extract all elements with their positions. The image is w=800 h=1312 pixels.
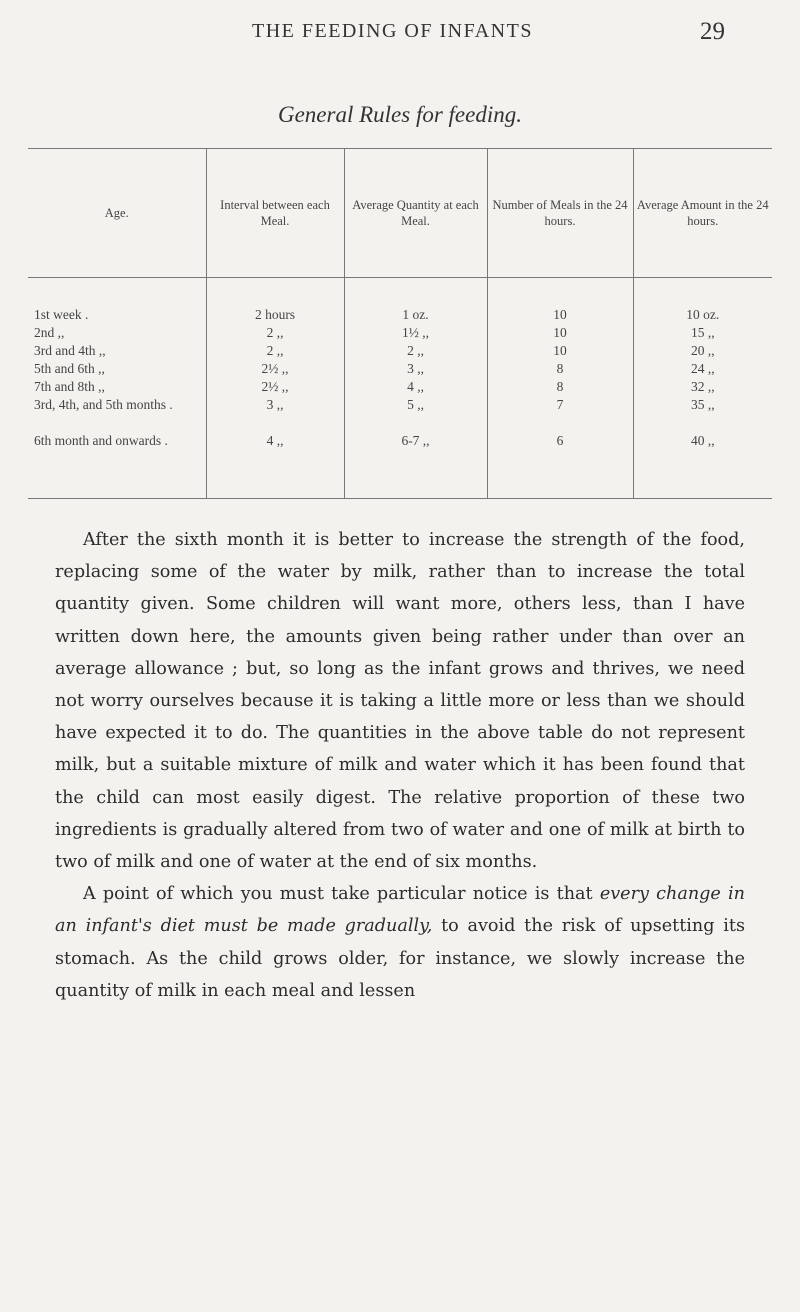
cell-meals: 6 (487, 432, 633, 499)
cell-amount: 24 ,, (633, 360, 772, 378)
cell-interval: 4 ,, (206, 432, 344, 499)
cell-quantity: 2 ,, (344, 342, 487, 360)
cell-age: 3rd and 4th ,, (34, 343, 106, 358)
cell-interval: 2½ ,, (206, 378, 344, 396)
page-header (0, 20, 800, 60)
table-header-row (28, 149, 772, 278)
cell-amount: 40 ,, (633, 432, 772, 499)
cell-amount: 32 ,, (633, 378, 772, 396)
paragraph-2 (55, 878, 745, 1007)
paragraph-1: After the sixth month it is better to increase the strength of the food, replacing some of the water by milk, rather than to increase the total quantity given. Some children will want more, others less, than I have written down here, the amounts given being rather under than over an average allowance ; but, so long as the infant grows and thrives, we need not worry ourselves because it is taking a little more or less than we should have expected it to do. The quantities in the above table do not represent milk, but a suitable mixture of milk and water which it has been found that the child can most easily digest. The relative proportion of these two ingredients is gradually altered from two of water and one of milk at birth to two of milk and one of water at the end of six months. (55, 530, 745, 873)
cell-meals: 10 (487, 278, 633, 325)
cell-quantity: 1½ ,, (344, 324, 487, 342)
cell-age: 1st week . (34, 307, 89, 322)
table-row (28, 324, 772, 342)
cell-interval: 2½ ,, (206, 360, 344, 378)
table-row (28, 396, 772, 432)
cell-meals: 8 (487, 378, 633, 396)
cell-quantity: 3 ,, (344, 360, 487, 378)
cell-interval: 2 hours (206, 278, 344, 325)
header-amount: Average Amount in the 24 hours. (633, 149, 772, 278)
table-row (28, 432, 772, 499)
cell-meals: 10 (487, 324, 633, 342)
table-row (28, 360, 772, 378)
cell-interval: 2 ,, (206, 324, 344, 342)
header-quantity: Average Quantity at each Meal. (344, 149, 487, 278)
table-row (28, 278, 772, 325)
cell-quantity: 5 ,, (344, 396, 487, 432)
cell-age: 3rd, 4th, and 5th months . (34, 397, 173, 412)
header-age: Age. (28, 149, 206, 278)
cell-amount: 20 ,, (633, 342, 772, 360)
cell-amount: 35 ,, (633, 396, 772, 432)
table-row (28, 378, 772, 396)
cell-quantity: 6-7 ,, (344, 432, 487, 499)
running-head: THE FEEDING OF INFANTS (252, 20, 533, 42)
paragraph-2-emphasis: every change in an infant's diet must be made gradually, (55, 884, 745, 937)
cell-age: 7th and 8th ,, (34, 379, 105, 394)
cell-interval: 3 ,, (206, 396, 344, 432)
cell-amount: 10 oz. (633, 278, 772, 325)
paragraph-2-end: to avoid the risk of upsetting its stomach. As the child grows older, for instance, we slowly increase the quantity of milk in each meal and lessen (55, 916, 745, 1001)
cell-quantity: 4 ,, (344, 378, 487, 396)
table-caption: General Rules for feeding. (277, 102, 522, 127)
cell-meals: 7 (487, 396, 633, 432)
paragraph-2-start: A point of which you must take particular notice is that (83, 884, 600, 905)
cell-interval: 2 ,, (206, 342, 344, 360)
table-row (28, 342, 772, 360)
cell-meals: 10 (487, 342, 633, 360)
header-interval: Interval between each Meal. (206, 149, 344, 278)
cell-age: 6th month and onwards . (28, 432, 206, 499)
body-text (55, 524, 745, 1007)
cell-age: 2nd ,, (34, 325, 65, 340)
cell-quantity: 1 oz. (344, 278, 487, 325)
page-number: 29 (700, 18, 725, 45)
cell-meals: 8 (487, 360, 633, 378)
cell-age: 5th and 6th ,, (34, 361, 105, 376)
cell-amount: 15 ,, (633, 324, 772, 342)
feeding-rules-table (28, 148, 772, 499)
header-meals: Number of Meals in the 24 hours. (487, 149, 633, 278)
